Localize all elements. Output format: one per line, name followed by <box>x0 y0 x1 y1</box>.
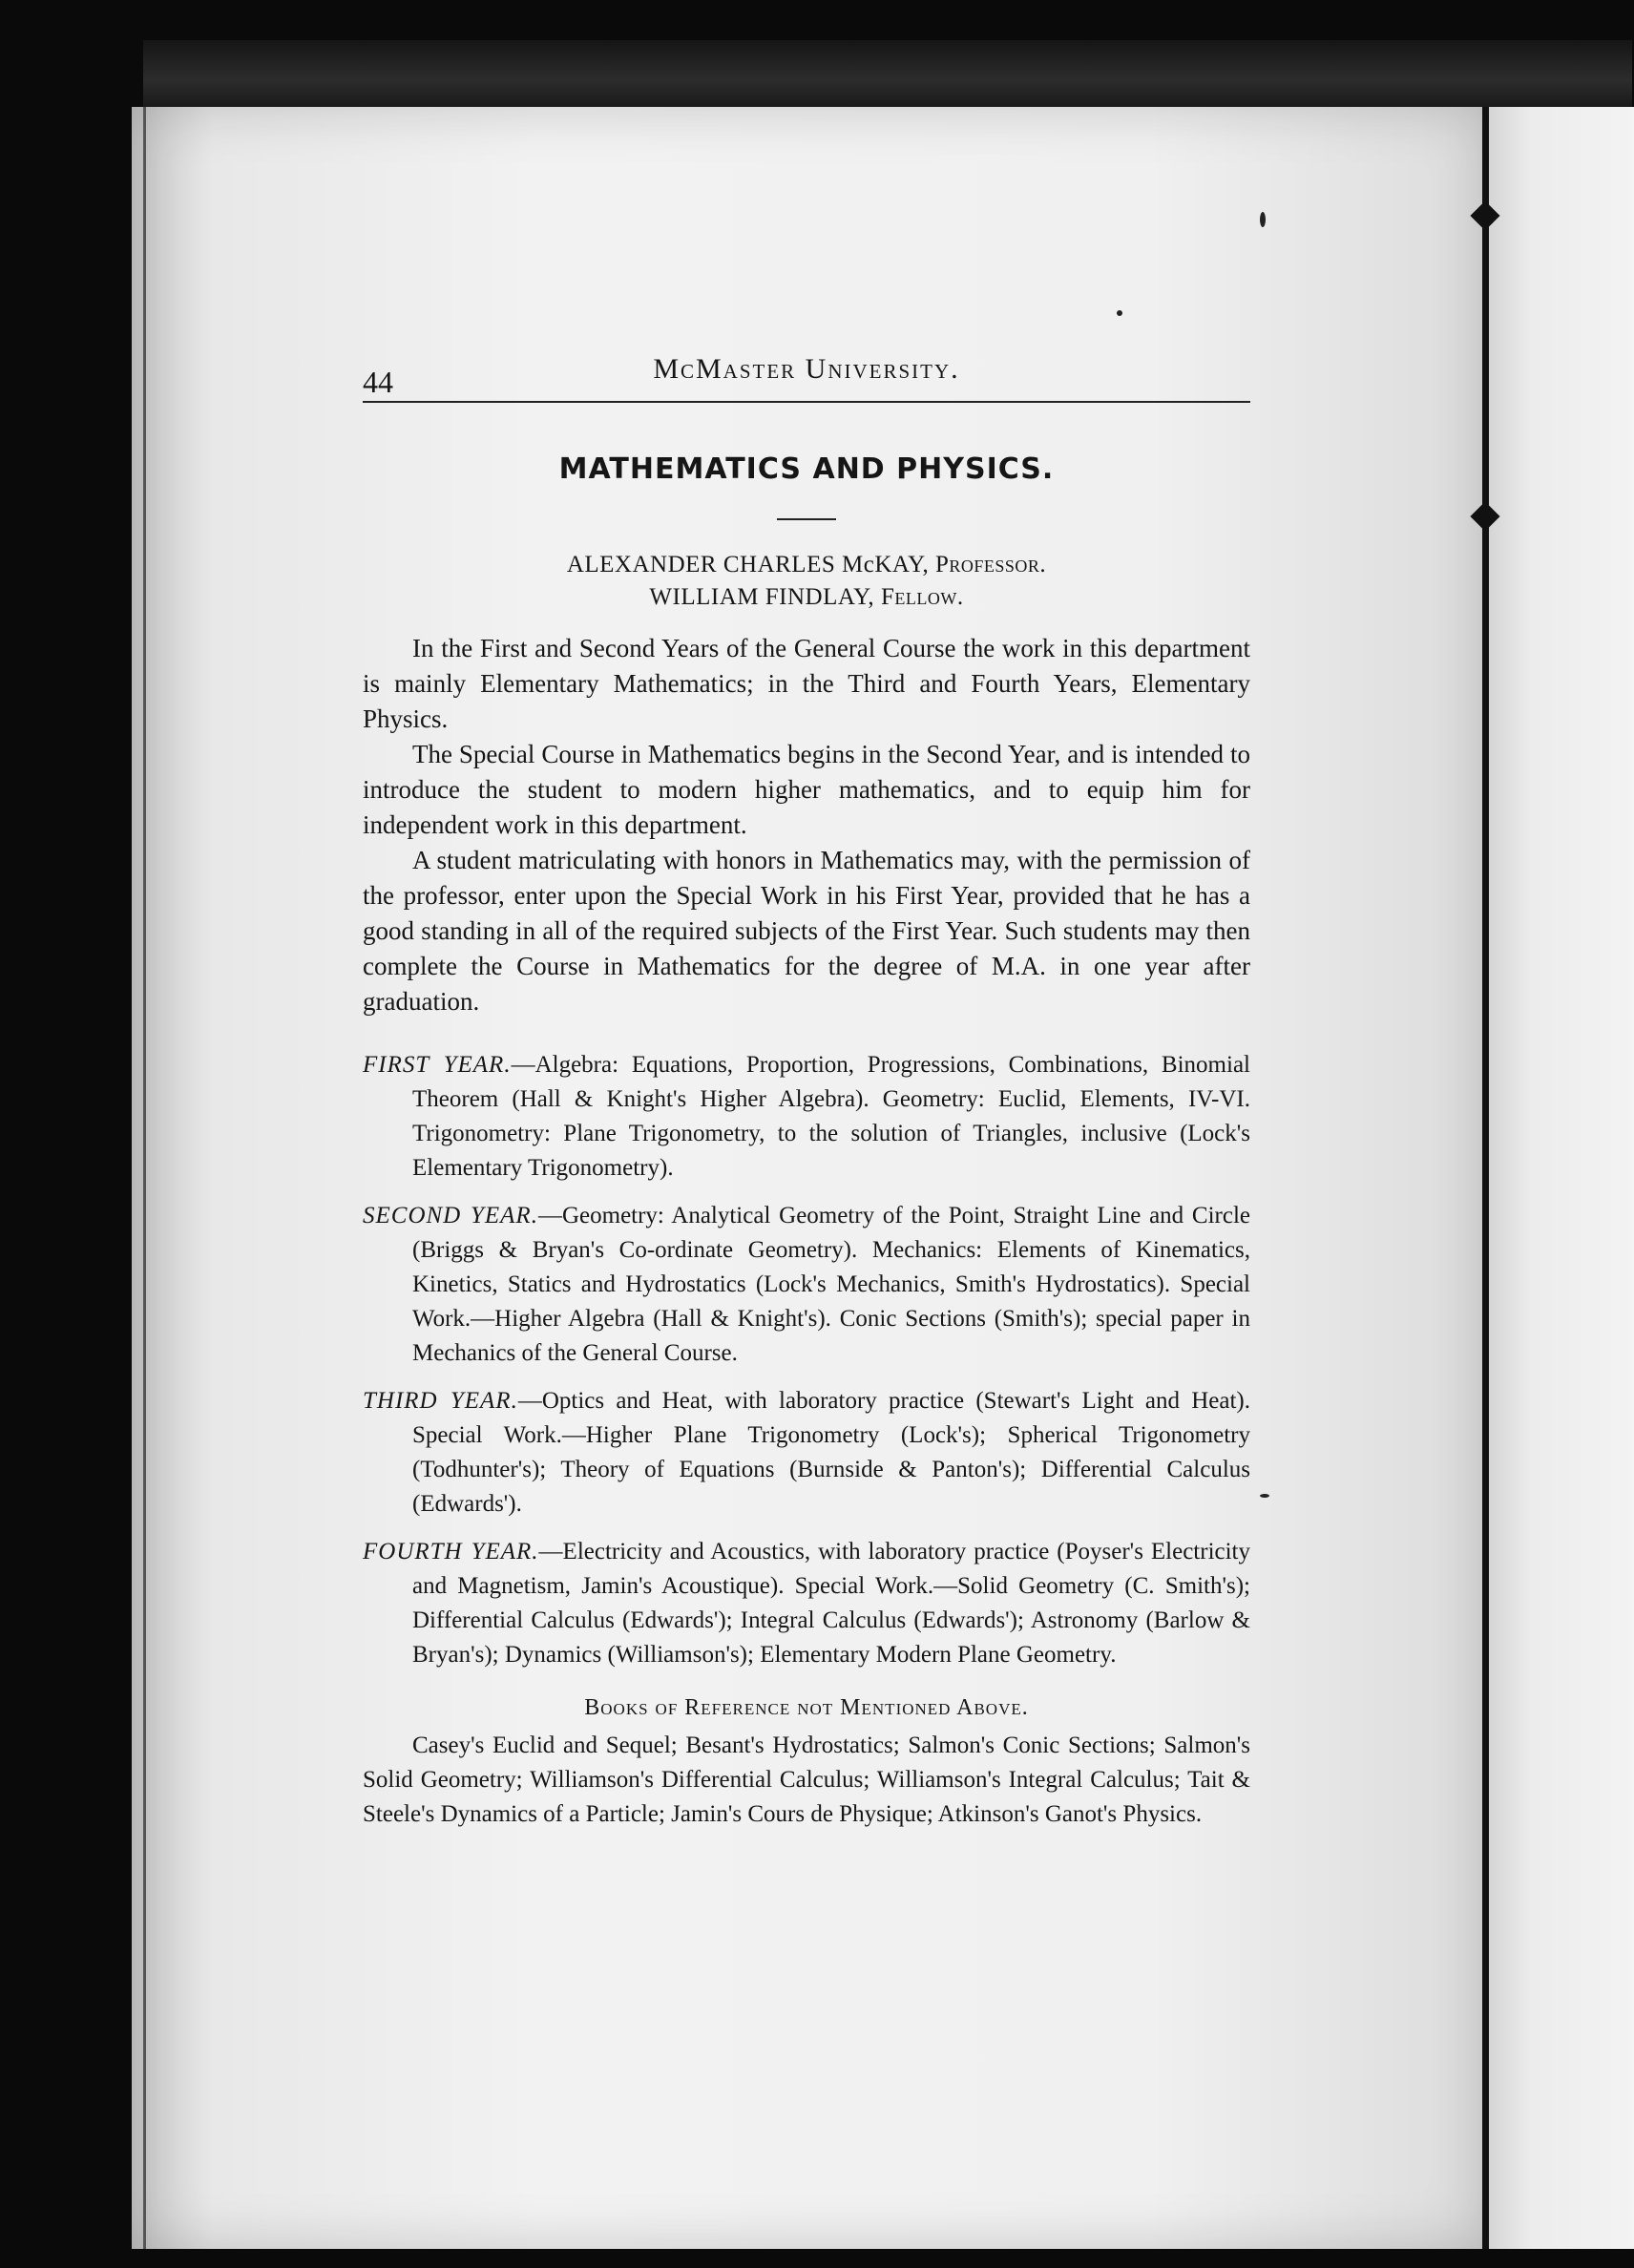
year-label: SECOND YEAR. <box>363 1203 538 1228</box>
scan-top-strip <box>143 40 1632 107</box>
staff-list <box>363 549 1250 614</box>
year-text: —Electricity and Acoustics, with laboratory practice (Poyser's Electricity and Magnetism, Jamin's Acoustique). Special Work.—Solid Geometry (C. Smith's); Differential Calculus (Edwards'); Integral Calculus (Edwards'); Astronomy (Barlow & Bryan's); Dynamics (Williamson's); Elementary Modern Plane Geometry. <box>412 1539 1250 1668</box>
year-label: THIRD YEAR. <box>363 1388 518 1414</box>
page-header <box>363 344 1250 403</box>
course-year-entry <box>363 1199 1250 1371</box>
section-title: MATHEMATICS AND PHYSICS. <box>558 452 1055 486</box>
year-text: —Optics and Heat, with laboratory practice (Stewart's Light and Heat). Special Work.—Higher Plane Trigonometry (Lock's); Spherical Trigonometry (Todhunter's); Theory of Equations (Burnside & Panton's); Differential Calculus (Edwards'). <box>412 1388 1251 1517</box>
running-head: McMaster University. <box>653 353 960 385</box>
scan-speck <box>1117 310 1122 316</box>
books-heading: Books of Reference not Mentioned Above. <box>584 1695 1029 1720</box>
staff-line <box>363 581 1250 614</box>
year-text: —Algebra: Equations, Proportion, Progressions, Combinations, Binomial Theorem (Hall & Knight's Higher Algebra). Geometry: Euclid, Elements, IV-VI. Trigonometry: Plane Trigonometry, to the solution of Triangles, inclusive (Lock's Elementary Trigonometry). <box>412 1052 1250 1181</box>
title-rule <box>777 518 836 520</box>
course-year-entry <box>363 1535 1250 1672</box>
book-spine <box>1482 107 1489 2249</box>
staff-name: ALEXANDER CHARLES McKAY, <box>566 552 930 578</box>
facing-page-edge <box>1487 107 1634 2249</box>
course-year-entry <box>363 1048 1250 1186</box>
intro-paragraph: A student matriculating with honors in Mathematics may, with the permission of the professor, enter upon the Special Work in his First Year, provided that he has a good standing in all of the required subjects of the First Year. Such students may then complete the Course in Mathematics for the degree of M.A. in one year after graduation. <box>363 846 1250 1016</box>
page-content <box>363 344 1250 1832</box>
year-label: FOURTH YEAR. <box>363 1539 539 1564</box>
staff-role: Professor. <box>934 552 1047 578</box>
page-border-line <box>143 107 146 2249</box>
staff-name: WILLIAM FINDLAY, <box>649 584 875 610</box>
year-text: —Geometry: Analytical Geometry of the Point, Straight Line and Circle (Briggs & Bryan's Co-ordinate Geometry). Mechanics: Elements of Kinematics, Kinetics, Statics and Hydrostatics (Lock's Mechanics, Smith's Hydrostatics). Special Work.—Higher Algebra (Hall & Knight's). Conic Sections (Smith's); special paper in Mechanics of the General Course. <box>412 1203 1251 1366</box>
year-label: FIRST YEAR. <box>363 1052 512 1078</box>
intro-paragraph: In the First and Second Years of the General Course the work in this department is mainly Elementary Mathematics; in the Third and Fourth Years, Elementary Physics. <box>363 634 1250 733</box>
intro-paragraph: The Special Course in Mathematics begins in the Second Year, and is intended to introduce the student to modern higher mathematics, and to equip him for independent work in this department. <box>363 740 1250 839</box>
scan-speck <box>1260 1494 1269 1498</box>
page-number: 44 <box>363 365 393 399</box>
course-year-entry <box>363 1384 1250 1522</box>
books-list: Casey's Euclid and Sequel; Besant's Hydrostatics; Salmon's Conic Sections; Salmon's Solid Geometry; Williamson's Differential Calculus; Williamson's Integral Calculus; Tait & Steele's Dynamics of a Particle; Jamin's Cours de Physique; Atkinson's Ganot's Physics. <box>363 1732 1250 1827</box>
scan-speck <box>1260 212 1266 227</box>
staff-role: Fellow. <box>880 584 964 610</box>
staff-line <box>363 549 1250 581</box>
